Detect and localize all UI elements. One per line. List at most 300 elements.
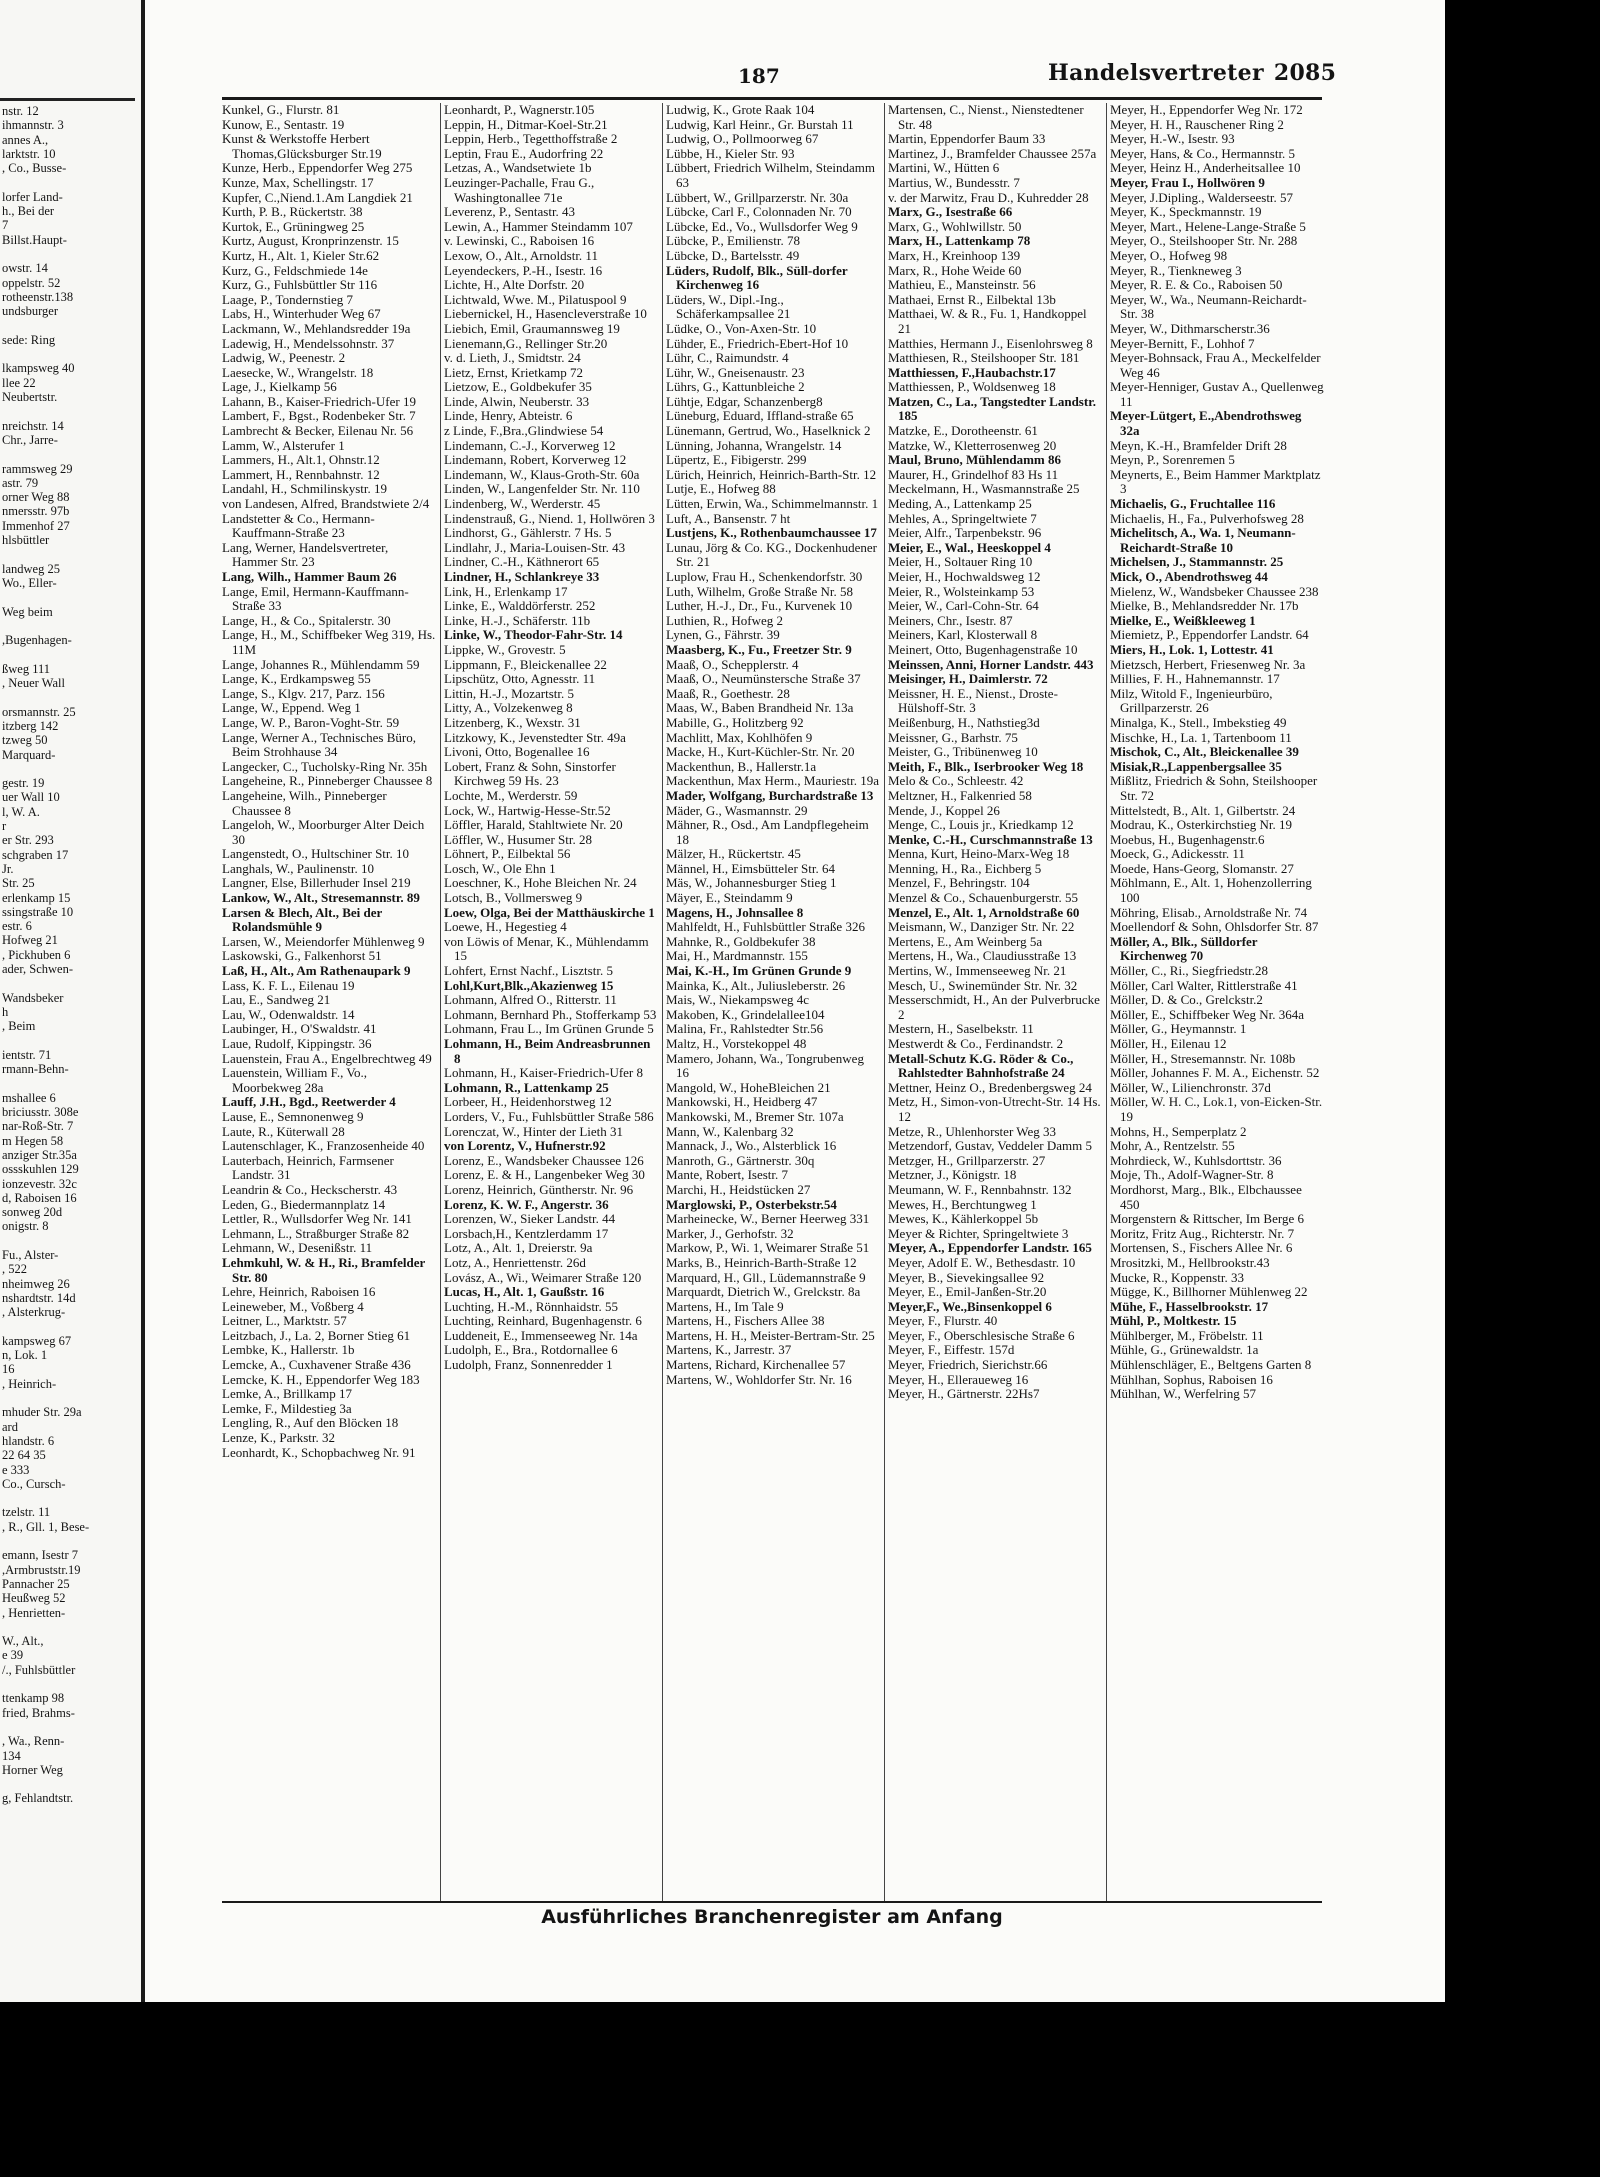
directory-entry: Misiak,R.,Lappenbergsallee 35 <box>1110 758 1282 774</box>
directory-entry: Mielenz, W., Wandsbeker Chaussee 238 <box>1110 583 1319 599</box>
directory-entry: von Löwis of Menar, K., Mühlendamm 15 <box>444 933 649 964</box>
directory-entry: Lang, Wilh., Hammer Baum 26 <box>222 569 397 584</box>
directory-column-5 <box>1110 103 1324 1898</box>
directory-entry: Leden, G., Biedermannplatz 14 <box>222 1196 386 1212</box>
directory-entry: Kurtz, H., Alt. 1, Kieler Str.62 <box>222 247 380 263</box>
directory-entry: Letzas, A., Wandsetwiete 1b <box>444 160 592 176</box>
previous-page-line: ossskuhlen 129 <box>2 1162 79 1177</box>
directory-entry: Magens, H., Johnsallee 8 <box>666 904 804 920</box>
directory-entry: Lamm, W., Alsterufer 1 <box>222 437 345 453</box>
previous-page-line: ihmannstr. 3 <box>2 118 64 133</box>
directory-entry: Menge, C., Louis jr., Kriedkamp 12 <box>888 817 1074 833</box>
directory-entry: Lange, W., Eppend. Weg 1 <box>222 700 361 716</box>
previous-page-line: Jr. <box>2 861 14 876</box>
directory-entry: Meiners, Chr., Isestr. 87 <box>888 612 1013 628</box>
directory-entry: Millies, F. H., Hahnemannstr. 17 <box>1110 671 1280 687</box>
previous-page-line: larktstr. 10 <box>2 146 56 161</box>
directory-entry: Lauterbach, Heinrich, Farmsener Landstr. 31 <box>222 1152 394 1183</box>
directory-entry: Mühl, P., Moltkestr. 15 <box>1110 1313 1237 1329</box>
directory-entry: Lehre, Heinrich, Raboisen 16 <box>222 1284 376 1300</box>
directory-entry: Mannack, J., Wo., Alsterblick 16 <box>666 1138 837 1154</box>
directory-entry: Meyer, H., Gärtnerstr. 22Hs7 <box>888 1386 1040 1402</box>
directory-entry: Lindenstrauß, G., Niend. 1, Hollwören 3 <box>444 510 655 526</box>
directory-entry: Lange, S., Klgv. 217, Parz. 156 <box>222 685 385 701</box>
directory-entry: Meismann, W., Danziger Str. Nr. 22 <box>888 919 1075 935</box>
directory-entry: Kunst & Werkstoffe Herbert Thomas,Glücksburger Str.19 <box>222 131 382 161</box>
previous-page-line: Neubertstr. <box>2 390 58 404</box>
directory-entry: Lichte, H., Alte Dorfstr. 20 <box>444 277 585 293</box>
directory-entry: Matzke, W., Kletterrosenweg 20 <box>888 437 1057 453</box>
directory-entry: Martinez, J., Bramfelder Chaussee 257a <box>888 145 1097 161</box>
directory-entry: Mettner, Heinz O., Bredenbergsweg 24 <box>888 1079 1092 1095</box>
directory-entry: Meyer, W., Dithmarscherstr.36 <box>1110 320 1270 336</box>
previous-page-line: oppelstr. 52 <box>2 275 61 290</box>
directory-entry: Liebernickel, H., Hasencleverstraße 10 <box>444 306 647 322</box>
directory-entry: Lexow, O., Alt., Arnoldstr. 11 <box>444 247 598 263</box>
previous-page-line: anziger Str.35a <box>2 1147 77 1162</box>
directory-entry: Lenze, K., Parkstr. 32 <box>222 1430 336 1446</box>
directory-entry: Malina, Fr., Rahlstedter Str.56 <box>666 1021 824 1037</box>
directory-entry: Metze, R., Uhlenhorster Weg 33 <box>888 1123 1057 1139</box>
directory-entry: Meyer, Heinz H., Anderheitsallee 10 <box>1110 160 1301 176</box>
directory-entry: Leitzbach, J., La. 2, Borner Stieg 61 <box>222 1327 411 1343</box>
directory-entry: Mäder, G., Wasmannstr. 29 <box>666 802 808 818</box>
directory-entry: Möhlmann, E., Alt. 1, Hohenzollerring 100 <box>1110 875 1312 906</box>
directory-entry: Langeloh, W., Moorburger Alter Deich 30 <box>222 817 425 847</box>
previous-page-line: 7 <box>2 218 9 233</box>
directory-entry: Mühlberger, M., Fröbelstr. 11 <box>1110 1327 1264 1343</box>
directory-entry: Lemcke, A., Cuxhavener Straße 436 <box>222 1357 411 1373</box>
directory-entry: Mohr, A., Rentzelstr. 55 <box>1110 1138 1235 1154</box>
directory-entry: v. d. Lieth, J., Smidtstr. 24 <box>444 350 581 366</box>
directory-entry: Lass, K. F. L., Eilenau 19 <box>222 977 355 993</box>
directory-entry: Lübbert, W., Grillparzerstr. Nr. 30a <box>666 189 849 205</box>
directory-entry: Mißlitz, Friedrich & Sohn, Steilshooper Str. 72 <box>1110 773 1318 803</box>
directory-entry: Lohmann, Alfred O., Ritterstr. 11 <box>444 992 617 1008</box>
directory-entry: Michelitsch, A., Wa. 1, Neumann-Reichardt-Straße 10 <box>1110 525 1296 555</box>
directory-entry: Lorenz, K. W. F., Angerstr. 36 <box>444 1196 609 1212</box>
directory-entry: Lippke, W., Grovestr. 5 <box>444 641 566 657</box>
directory-entry: Meier, Alfr., Tarpenbekstr. 96 <box>888 525 1042 541</box>
directory-entry: Livoni, Otto, Bogenallee 16 <box>444 744 590 760</box>
directory-entry: Luth, Wilhelm, Große Straße Nr. 58 <box>666 583 853 599</box>
directory-entry: Mainka, K., Alt., Juliusleberstr. 26 <box>666 977 846 993</box>
directory-entry: Möhring, Elisab., Arnoldstraße Nr. 74 <box>1110 904 1308 920</box>
directory-entry: Lohmann, Frau L., Im Grünen Grunde 5 <box>444 1021 654 1037</box>
directory-entry: Milz, Witold F., Ingenieurbüro, Grillparzerstr. 26 <box>1110 685 1273 716</box>
directory-entry: Losch, W., Ole Ehn 1 <box>444 860 556 876</box>
directory-entry: Möller, Carl Walter, Rittlerstraße 41 <box>1110 977 1298 993</box>
previous-page-line: rotheenstr.138 <box>2 289 74 304</box>
directory-entry: Lutje, E., Hofweg 88 <box>666 481 776 497</box>
directory-entry: Linke, H.-J., Schäferstr. 11b <box>444 612 591 628</box>
previous-page-line: emann, Isestr 7 <box>2 1548 79 1563</box>
directory-entry: Kunow, E., Sentastr. 19 <box>222 116 345 132</box>
directory-entry: Meyer-Bohnsack, Frau A., Meckelfelder Weg 46 <box>1110 350 1321 380</box>
directory-entry: Möller, H., Eilenau 12 <box>1110 1036 1227 1051</box>
previous-page-line: Heußweg 52 <box>2 1591 66 1606</box>
directory-entry: Leuzinger-Pachalle, Frau G., Washingtonallee 71e <box>444 174 595 205</box>
directory-entry: Mohns, H., Semperplatz 2 <box>1110 1123 1247 1139</box>
directory-entry: Makoben, K., Grindelallee104 <box>666 1006 825 1022</box>
directory-entry: Melo & Co., Schleestr. 42 <box>888 773 1024 789</box>
directory-entry: Mai, K.-H., Im Grünen Grunde 9 <box>666 963 852 979</box>
directory-entry: Lühr, C., Raimundstr. 4 <box>666 350 789 366</box>
section-title: Handelsvertreter <box>1048 60 1264 86</box>
directory-entry: Kurth, P. B., Rückertstr. 38 <box>222 204 363 220</box>
directory-entry: Linke, W., Theodor-Fahr-Str. 14 <box>444 627 623 643</box>
directory-entry: Mewes, H., Berchtungweg 1 <box>888 1196 1037 1212</box>
directory-entry: Meiners, Karl, Klosterwall 8 <box>888 627 1038 643</box>
directory-entry: Kurz, G., Feldschmiede 14e <box>222 262 368 278</box>
directory-entry: Lauff, J.H., Bgd., Reetwerder 4 <box>222 1094 396 1110</box>
directory-entry: Lohmann, H., Beim Andreasbrunnen 8 <box>444 1036 651 1066</box>
directory-entry: Mante, Robert, Isestr. 7 <box>666 1167 789 1183</box>
previous-page-line: estr. 6 <box>2 919 32 934</box>
directory-entry: Lange, Johannes R., Mühlendamm 59 <box>222 656 420 672</box>
previous-page-line: 16 <box>2 1362 15 1377</box>
directory-entry: Meier, E., Wal., Heeskoppel 4 <box>888 539 1051 555</box>
previous-page-line: gestr. 19 <box>2 776 45 791</box>
directory-entry: Meyer, H., Eppendorfer Weg Nr. 172 <box>1110 103 1303 117</box>
directory-entry: Langeheine, R., Pinneberger Chaussee 8 <box>222 773 433 789</box>
directory-entry: Laute, R., Küterwall 28 <box>222 1123 345 1139</box>
directory-entry: Mrositzki, M., Hellbrookstr.43 <box>1110 1254 1270 1270</box>
directory-entry: Mühlenschläger, E., Beltgens Garten 8 <box>1110 1357 1312 1373</box>
directory-entry: Lürich, Heinrich, Heinrich-Barth-Str. 12 <box>666 466 877 482</box>
directory-entry: Mankowski, M., Bremer Str. 107a <box>666 1108 844 1124</box>
directory-entry: Mühlhan, W., Werfelring 57 <box>1110 1386 1257 1402</box>
previous-page-line: Fu., Alster- <box>2 1248 59 1262</box>
directory-entry: Meier, H., Soltauer Ring 10 <box>888 554 1033 570</box>
directory-entry: Metz, H., Simon-von-Utrecht-Str. 14 Hs. 12 <box>888 1094 1101 1124</box>
directory-entry: Mielke, B., Mehlandsredder Nr. 17b <box>1110 598 1299 614</box>
directory-entry: Lindemann, Robert, Korverweg 12 <box>444 452 627 468</box>
directory-entry: Mahnke, R., Goldbekufer 38 <box>666 933 816 949</box>
directory-entry: Liebich, Emil, Graumannsweg 19 <box>444 320 620 336</box>
directory-entry: Martensen, C., Nienst., Nienstedtener Str. 48 <box>888 103 1084 132</box>
previous-page-line: nstr. 12 <box>2 104 39 118</box>
directory-entry: Mohrdieck, W., Kuhlsdorttstr. 36 <box>1110 1152 1282 1168</box>
previous-page-line: h <box>2 1004 9 1019</box>
directory-entry: Mann, W., Kalenbarg 32 <box>666 1123 794 1139</box>
directory-entry: Michelsen, J., Stammannstr. 25 <box>1110 554 1284 570</box>
directory-entry: Lünning, Johanna, Wrangelstr. 14 <box>666 437 842 453</box>
directory-entry: Mischok, C., Alt., Bleickenallee 39 <box>1110 744 1299 760</box>
directory-entry: Lohmann, R., Lattenkamp 25 <box>444 1079 609 1095</box>
directory-entry: Matthiesen, R., Steilshooper Str. 181 <box>888 350 1080 366</box>
directory-entry: Lauenstein, Frau A., Engelbrechtweg 49 <box>222 1050 432 1066</box>
previous-page-line: hlsbüttler <box>2 533 50 547</box>
directory-entry: Mai, H., Mardmannstr. 155 <box>666 948 808 964</box>
previous-page-line: ionzevestr. 32c <box>2 1176 77 1191</box>
directory-entry: Marquardt, Dietrich W., Grelckstr. 8a <box>666 1284 861 1300</box>
previous-page-line: ßweg 111 <box>2 661 51 676</box>
directory-entry: Marker, J., Gerhofstr. 32 <box>666 1225 794 1241</box>
directory-entry: Ludolph, Franz, Sonnenredder 1 <box>444 1357 613 1373</box>
previous-page-line: lorfer Land- <box>2 189 63 204</box>
directory-entry: Mühe, F., Hasselbrookstr. 17 <box>1110 1298 1269 1314</box>
previous-page-line: briciusstr. 308e <box>2 1105 79 1119</box>
page-number: 187 <box>738 64 780 88</box>
directory-entry: Lorenz, Heinrich, Güntherstr. Nr. 96 <box>444 1181 634 1197</box>
directory-entry: Mühle, G., Grünewaldstr. 1a <box>1110 1342 1259 1358</box>
previous-page-line: , Co., Busse- <box>2 161 67 176</box>
previous-page-line: Hofweg 21 <box>2 933 58 948</box>
directory-entry: Marheinecke, W., Berner Heerweg 331 <box>666 1211 870 1227</box>
directory-entry: Mühlhan, Sophus, Raboisen 16 <box>1110 1371 1273 1387</box>
directory-entry: Moeck, G., Adickesstr. 11 <box>1110 846 1245 862</box>
directory-entry: Mehles, A., Springeltwiete 7 <box>888 510 1037 526</box>
previous-page-line: rammsweg 29 <box>2 461 73 476</box>
directory-entry: Menna, Kurt, Heino-Marx-Weg 18 <box>888 846 1070 862</box>
directory-entry: Marx, R., Hohe Weide 60 <box>888 262 1022 278</box>
directory-entry: Lammers, H., Alt.1, Ohnstr.12 <box>222 452 380 468</box>
previous-page-line: Pannacher 25 <box>2 1576 70 1591</box>
directory-entry: Martens, H., Fischers Allee 38 <box>666 1313 825 1329</box>
directory-entry: Lotsch, B., Vollmersweg 9 <box>444 890 583 906</box>
directory-entry: Marx, H., Kreinhoop 139 <box>888 247 1021 263</box>
directory-entry: Mangold, W., HoheBleichen 21 <box>666 1079 831 1095</box>
directory-entry: Kunze, Max, Schellingstr. 17 <box>222 174 374 190</box>
directory-entry: Lankow, W., Alt., Stresemannstr. 89 <box>222 890 420 906</box>
directory-entry: Litzenberg, K., Wexstr. 31 <box>444 714 581 730</box>
directory-entry: Löffler, Harald, Stahltwiete Nr. 20 <box>444 817 623 833</box>
directory-entry: Leppin, H., Ditmar-Koel-Str.21 <box>444 116 608 132</box>
previous-page-line: Co., Cursch- <box>2 1476 66 1491</box>
directory-entry: Laubinger, H., O'Swaldstr. 41 <box>222 1021 377 1037</box>
directory-entry: Lemke, A., Brillkamp 17 <box>222 1386 352 1402</box>
previous-page-line: h., Bei der <box>2 204 55 219</box>
directory-entry: Lackmann, W., Mehlandsredder 19a <box>222 320 411 336</box>
previous-page-line: nshardtstr. 14d <box>2 1290 76 1305</box>
directory-entry: Luchting, H.-M., Rönnhaidstr. 55 <box>444 1298 619 1314</box>
directory-entry: Lang, Werner, Handelsvertreter, Hammer Str. 23 <box>222 539 389 570</box>
directory-entry: Lambert, F., Bgst., Rodenbeker Str. 7 <box>222 408 416 424</box>
previous-page-line: orner Weg 88 <box>2 490 70 505</box>
previous-page-line: tzweg 50 <box>2 733 48 748</box>
directory-entry: Moellendorf & Sohn, Ohlsdorfer Str. 87 <box>1110 919 1319 935</box>
directory-entry: Lübcke, D., Bartelsstr. 49 <box>666 247 800 263</box>
directory-entry: Loeschner, K., Hohe Bleichen Nr. 24 <box>444 875 637 891</box>
directory-entry: Ludwig, O., Pollmoorweg 67 <box>666 131 819 147</box>
directory-entry: Marx, H., Lattenkamp 78 <box>888 233 1031 249</box>
previous-page-line: r <box>2 819 7 833</box>
directory-entry: Meyer, Friedrich, Sierichstr.66 <box>888 1357 1048 1373</box>
directory-entry: Meyer & Richter, Springeltwiete 3 <box>888 1225 1069 1241</box>
previous-page-line: Horner Weg <box>2 1762 63 1777</box>
directory-entry: Maul, Bruno, Mühlendamm 86 <box>888 452 1061 468</box>
directory-entry: Lehmann, L., Straßburger Straße 82 <box>222 1225 410 1241</box>
directory-entry: Meyer, O., Hofweg 98 <box>1110 247 1228 263</box>
directory-entry: Kurtok, E., Grüningweg 25 <box>222 218 365 234</box>
directory-entry: Möller, D. & Co., Grelckstr.2 <box>1110 992 1263 1008</box>
previous-page-line: ientstr. 71 <box>2 1047 52 1062</box>
directory-entry: Mäs, W., Johannesburger Stieg 1 <box>666 875 837 891</box>
directory-entry: Lau, E., Sandweg 21 <box>222 992 331 1008</box>
previous-page-line: annes A., <box>2 132 49 147</box>
directory-entry: Meyer, Adolf E. W., Bethesdastr. 10 <box>888 1254 1076 1270</box>
directory-entry: Mende, J., Koppel 26 <box>888 802 1000 818</box>
previous-page-line: , R., Gll. 1, Bese- <box>2 1519 90 1534</box>
directory-entry: Lammert, H., Rennbahnstr. 12 <box>222 466 380 482</box>
directory-entry: Lüders, W., Dipl.-Ing., Schäferkampsallee 21 <box>666 291 791 322</box>
directory-entry: Lynen, G., Fährstr. 39 <box>666 627 780 643</box>
directory-column-1 <box>222 103 436 1898</box>
directory-entry: Lühtje, Edgar, Schanzenberg8 <box>666 393 823 409</box>
directory-entry: Möller, Johannes F. M. A., Eichenstr. 52 <box>1110 1065 1320 1081</box>
directory-entry: Meyer, A., Eppendorfer Landstr. 165 <box>888 1240 1092 1256</box>
directory-entry: Maurer, H., Grindelhof 83 Hs 11 <box>888 466 1059 482</box>
directory-entry: Litty, A., Volzekenweg 8 <box>444 700 573 716</box>
directory-entry: Lietz, Ernst, Krietkamp 72 <box>444 364 583 380</box>
previous-page-line: e 39 <box>2 1648 24 1663</box>
previous-page-line: Str. 25 <box>2 876 35 891</box>
directory-entry: Lindemann, C.-J., Korverweg 12 <box>444 437 616 453</box>
directory-entry: Langeheine, Wilh., Pinneberger Chaussee 8 <box>222 787 387 818</box>
directory-entry: Lehmann, W., Desenißstr. 11 <box>222 1240 373 1256</box>
previous-page-line: mshallee 6 <box>2 1090 56 1105</box>
directory-entry: Machlitt, Max, Kohlhöfen 9 <box>666 729 813 745</box>
directory-entry: Lorenzen, W., Sieker Landstr. 44 <box>444 1211 616 1227</box>
footer-note: Ausführliches Branchenregister am Anfang <box>541 1906 1003 1928</box>
previous-page-line: m Hegen 58 <box>2 1133 64 1148</box>
directory-entry: Lotz, A., Alt. 1, Dreierstr. 9a <box>444 1240 593 1256</box>
previous-page-line: Immenhof 27 <box>2 518 70 533</box>
directory-entry: Lauenstein, William F., Vo., Moorbekweg 28a <box>222 1065 368 1095</box>
directory-entry: Linde, Henry, Abteistr. 6 <box>444 408 573 424</box>
page-heading <box>1048 60 1336 86</box>
previous-page-line: orsmannstr. 25 <box>2 704 76 719</box>
directory-entry: Lohl,Kurt,Blk.,Akazienweg 15 <box>444 977 614 993</box>
previous-page-line: Chr., Jarre- <box>2 432 58 447</box>
directory-entry: Luchting, Reinhard, Bugenhagenstr. 6 <box>444 1313 642 1329</box>
previous-page-line: fried, Brahms- <box>2 1705 75 1720</box>
directory-entry: Meissner, H. E., Nienst., Droste-Hülshoff-Str. 3 <box>888 685 1058 716</box>
directory-entry: Lippmann, F., Bleickenallee 22 <box>444 656 607 672</box>
directory-entry: Meltzner, H., Falkenried 58 <box>888 787 1032 803</box>
directory-entry: Lahann, B., Kaiser-Friedrich-Ufer 19 <box>222 393 416 409</box>
directory-entry: Laskowski, G., Falkenhorst 51 <box>222 948 382 964</box>
directory-entry: Mackenthun, Max Herm., Mauriestr. 19a <box>666 773 880 789</box>
directory-entry: Larsen, W., Meiendorfer Mühlenweg 9 <box>222 933 425 949</box>
directory-entry: Meinert, Otto, Bugenhagenstraße 10 <box>888 641 1078 657</box>
directory-entry: Lorders, V., Fu., Fuhlsbüttler Straße 586 <box>444 1108 654 1124</box>
directory-entry: Matthiessen, F.,Haubachstr.17 <box>888 364 1056 380</box>
directory-entry: Lindner, H., Schlankreye 33 <box>444 569 600 584</box>
previous-page-line: schgraben 17 <box>2 847 69 862</box>
directory-entry: Luddeneit, E., Immenseeweg Nr. 14a <box>444 1327 638 1343</box>
previous-page-line: tzelstr. 11 <box>2 1505 51 1520</box>
directory-entry: Martens, Richard, Kirchenallee 57 <box>666 1357 846 1373</box>
directory-entry: Marks, B., Heinrich-Barth-Straße 12 <box>666 1254 857 1270</box>
directory-entry: Mälzer, H., Rückertstr. 45 <box>666 846 801 862</box>
directory-entry: Mortensen, S., Fischers Allee Nr. 6 <box>1110 1240 1293 1256</box>
directory-entry: Meisinger, H., Daimlerstr. 72 <box>888 671 1048 687</box>
directory-entry: Lau, W., Odenwaldstr. 14 <box>222 1006 355 1022</box>
directory-entry: Mais, W., Niekampsweg 4c <box>666 992 809 1008</box>
directory-entry: Mucke, R., Koppenstr. 33 <box>1110 1269 1244 1285</box>
previous-page-line: , Neuer Wall <box>2 676 65 690</box>
directory-entry: Ludwig, Karl Heinr., Gr. Burstah 11 <box>666 116 854 132</box>
previous-page-line: llee 22 <box>2 375 36 390</box>
directory-entry: Meyer, Hans, & Co., Hermannstr. 5 <box>1110 145 1296 161</box>
directory-entry: Moebus, H., Bugenhagenstr.6 <box>1110 831 1265 847</box>
directory-entry: Meumann, W. F., Rennbahnstr. 132 <box>888 1181 1072 1197</box>
directory-entry: Meier, W., Carl-Cohn-Str. 64 <box>888 598 1039 614</box>
directory-entry: Maltz, H., Vorstekoppel 48 <box>666 1036 807 1051</box>
directory-entry: Macke, H., Kurt-Küchler-Str. Nr. 20 <box>666 744 855 760</box>
directory-entry: Lübcke, P., Emilienstr. 78 <box>666 233 800 249</box>
directory-entry: Metzger, H., Grillparzerstr. 27 <box>888 1152 1046 1168</box>
directory-entry: Lemke, F., Mildestieg 3a <box>222 1400 352 1416</box>
directory-entry: Lorenz, E. & H., Langenbeker Weg 30 <box>444 1167 645 1183</box>
previous-page-line: erlenkamp 15 <box>2 890 71 905</box>
directory-entry: Lietzow, E., Goldbekufer 35 <box>444 379 592 395</box>
directory-entry: Lehmkuhl, W. & H., Ri., Bramfelder Str. 80 <box>222 1254 426 1285</box>
previous-page-line: , Henrietten- <box>2 1605 66 1620</box>
directory-entry: Lohmann, Bernhard Ph., Stofferkamp 53 <box>444 1006 657 1022</box>
directory-entry: Meister, G., Tribünenweg 10 <box>888 744 1038 760</box>
directory-entry: Lübcke, Carl F., Colonnaden Nr. 70 <box>666 204 852 220</box>
directory-entry: Maasberg, K., Fu., Freetzer Str. 9 <box>666 641 852 657</box>
directory-entry: Möller, H., Stresemannstr. Nr. 108b <box>1110 1050 1296 1066</box>
directory-entry: Lindemann, W., Klaus-Groth-Str. 60a <box>444 466 640 482</box>
directory-entry: Martius, W., Bundesstr. 7 <box>888 174 1020 190</box>
directory-entry: Lünemann, Gertrud, Wo., Haselknick 2 <box>666 423 871 439</box>
directory-entry: Leitner, L., Marktstr. 57 <box>222 1313 347 1329</box>
directory-entry: Möller, W., Lilienchronstr. 37d <box>1110 1079 1271 1095</box>
previous-page-line: nmersstr. 97b <box>2 504 70 519</box>
column-divider <box>440 103 441 1903</box>
directory-entry: Meißenburg, H., Nathstieg3d <box>888 714 1040 730</box>
directory-entry: Meissner, G., Barhstr. 75 <box>888 729 1018 745</box>
directory-entry: Martens, H., Im Tale 9 <box>666 1298 784 1314</box>
directory-entry: Möller, W. H. C., Lok.1, von-Eicken-Str. 19 <box>1110 1094 1323 1124</box>
directory-entry: Lübcke, Ed., Vo., Wullsdorfer Weg 9 <box>666 218 858 234</box>
directory-entry: Maaß, O., Neumünstersche Straße 37 <box>666 671 861 687</box>
directory-entry: Meyer, O., Steilshooper Str. Nr. 288 <box>1110 233 1298 249</box>
previous-page-line: , 522 <box>2 1262 27 1277</box>
directory-entry: Meyer, R. E. & Co., Raboisen 50 <box>1110 277 1283 293</box>
directory-entry: Luplow, Frau H., Schenkendorfstr. 30 <box>666 569 863 584</box>
directory-entry: Laesecke, W., Wrangelstr. 18 <box>222 364 374 380</box>
directory-entry: Meyer, J.Dipling., Walderseestr. 57 <box>1110 189 1294 205</box>
directory-entry: Matthies, Hermann J., Eisenlohrsweg 8 <box>888 335 1093 351</box>
directory-entry: Linden, W., Langenfelder Str. Nr. 110 <box>444 481 640 497</box>
directory-entry: v. der Marwitz, Frau D., Kuhredder 28 <box>888 189 1089 205</box>
directory-entry: Menzel, F., Behringstr. 104 <box>888 875 1030 891</box>
previous-page-line: , Beim <box>2 1019 36 1034</box>
directory-entry: Meyer, Frau I., Hollwören 9 <box>1110 174 1265 190</box>
directory-entry: Meyer, H., Elleraueweg 16 <box>888 1371 1029 1387</box>
directory-entry: Mabille, G., Holitzberg 92 <box>666 714 804 730</box>
directory-entry: Mestwerdt & Co., Ferdinandstr. 2 <box>888 1036 1064 1051</box>
directory-entry: Lübbe, H., Kieler Str. 93 <box>666 145 795 161</box>
directory-entry: Loewe, H., Hegestieg 4 <box>444 919 567 935</box>
directory-entry: Lühder, E., Friedrich-Ebert-Hof 10 <box>666 335 849 351</box>
directory-entry: Loew, Olga, Bei der Matthäuskirche 1 <box>444 904 655 920</box>
directory-entry: Meyer, K., Speckmannstr. 19 <box>1110 204 1262 220</box>
directory-entry: von Lorentz, V., Hufnerstr.92 <box>444 1138 606 1154</box>
directory-entry: Lochte, M., Werderstr. 59 <box>444 787 578 803</box>
directory-entry: Mesch, U., Swinemünder Str. Nr. 32 <box>888 977 1078 993</box>
directory-entry: Martens, W., Wohldorfer Str. Nr. 16 <box>666 1371 852 1387</box>
directory-entry: Meyer-Lütgert, E.,Abendrothsweg 32a <box>1110 408 1302 439</box>
directory-entry: Ladewig, H., Mendelssohnstr. 37 <box>222 335 395 351</box>
directory-entry: Meier, H., Hochwaldsweg 12 <box>888 569 1041 584</box>
directory-entry: Mertens, H., Wa., Claudiusstraße 13 <box>888 948 1077 964</box>
